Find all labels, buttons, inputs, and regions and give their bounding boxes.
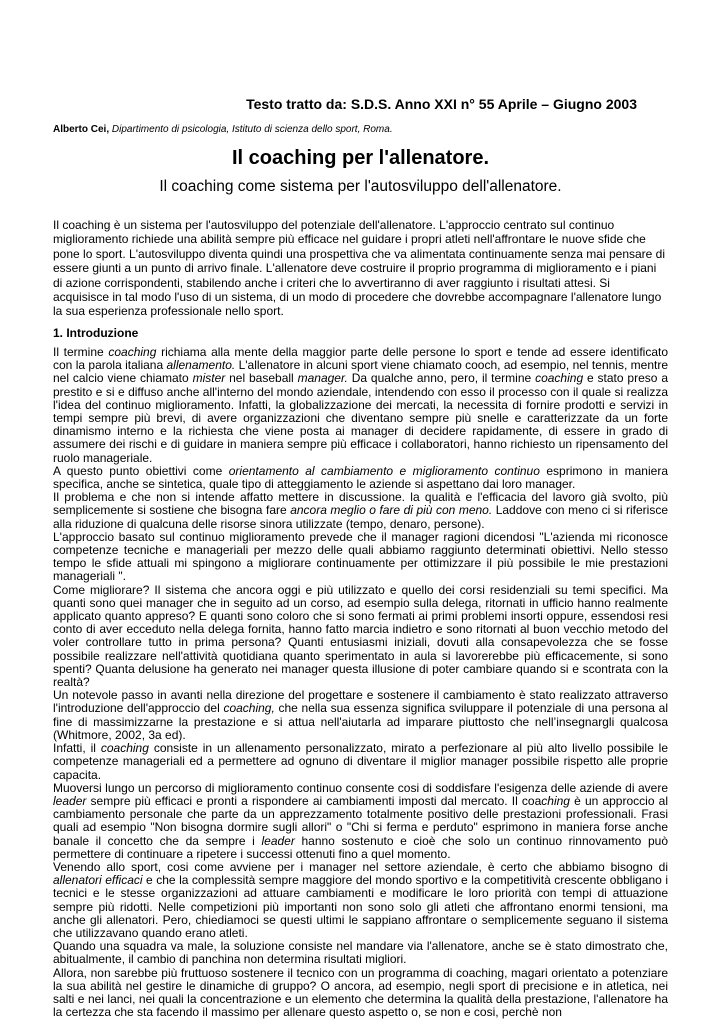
paragraph-2: A questo punto obiettivi come orientamento al cambiamento e miglioramento continuo esprimono in maniera specifica, anche se sintetica, quale tipo di atteggiamento le aziende si aspettano dai loro manager. [53,463,668,492]
paragraph-4: L'approccio basato sul continuo miglioramento prevede che il manager ragioni dicendosi "L'azienda mi riconosce competenze tecniche e manageriali per mezzo delle quali abbiamo raggiunto determinati obiettivi. Nello stesso tempo le sfide attuali mi spingono a migliorare continuamente per ottimizzare il più possibile le mie prestazioni manageriali ". [53,529,668,584]
author-name: Alberto Cei, [53,124,110,135]
abstract: Il coaching è un sistema per l'autosviluppo del potenziale dell'allenatore. L'approccio centrato sul continuo miglioramento richiede una abilità sempre più efficace nel guidare i propri atleti nell'affrontare le nuove sfide che pone lo sport. L'autosviluppo diventa quindi una prospettiva che va alimentata continuamente senza mai pensare di essere giunti a un punto di arrivo finale. L'allenatore deve costruire il proprio programma di miglioramento e i piani di azione corrispondenti, stabilendo anche i criteri che lo avvertiranno di aver raggiunto i risultati attesi. Si acquisisce in tal modo l'uso di un sistema, di un modo di procedere che dovrebbe accompagnare l'allenatore lungo la sua esperienza professionale nello sport. [53,218,666,319]
paragraph-8: Muoversi lungo un percorso di miglioramento continuo consente cosi di soddisfare l'esigenza delle aziende di avere leader sempre più efficaci e pronti a rispondere ai cambiamenti imposti dal mercato. Il coaching è un approccio al cambiamento personale che parte da un apprezzamento totalmente positivo delle prestazioni professionali. Frasi quali ad esempio "Non bisogna dormire sugli allori" o "Chi si ferma e perduto" esprimono in maniera forse anche banale il concetto che da sempre i leader hanno sostenuto e cioè che solo un continuo rinnovamento può permettere di continuare a ripetere i successi ottenuti fino a quel momento. [53,780,668,861]
page-title: Il coaching per l'allenatore. [231,147,490,169]
paragraph-1: Il termine coaching richiama alla mente della maggior parte delle persone lo sport e tende ad essere identificato con la parola italiana allenamento. L'allenatore in alcuni sport viene chiamato cooch, ad esempio, nel tennis, mentre nel calcio viene chiamato mister nel baseball manager. Da qualche anno, pero, il termine coaching e stato preso a prestito e si e diffuso anche all'interno del mondo aziendale, intendendo con esso il processo con il quale si realizza l'idea del continuo miglioramento. Infatti, la globalizzazione dei mercati, la necessita di fornire prodotti e servizi in tempi sempre più brevi, di avere organizzazioni che diventano sempre più snelle e caratterizzate da un forte dinamismo interno e la richiesta che viene posta ai manager di decidere rapidamente, di essere in grado di assumere dei rischi e di guidare in maniera sempre più efficace i collaboratori, hanno richiesto un ripensamento del ruolo manageriale. [53,345,669,465]
paragraph-3: Il problema e che non si intende affatto mettere in discussione. la qualità e l'efficacia del lavoro già svolto, più semplicemente si sostiene che bisogna fare ancora meglio o fare di più con meno. Laddove con meno ci si riferisce alla riduzione di qualcuna delle risorse sinora utilizzate (tempo, denaro, persone). [53,490,668,531]
paragraph-9: Venendo allo sport, cosi come avviene per i manager nel settore aziendale, è certo che abbiamo bisogno di allenatori efficaci e che la complessità sempre maggiore del mondo sportivo e la competitività crescente obbligano i tecnici e le stesse organizzazioni ad attuare cambiamenti e modificare le loro priorità con tempi di attuazione sempre più ridotti. Nelle competizioni più importanti non sono solo gli atleti che affrontano enormi tensioni, ma anche gli allenatori. Pero, chiediamoci se questi ultimi le sappiano affrontare o semplicemente seguano il sistema che utilizzavano quando erano atleti. [53,859,668,940]
paragraph-11: Allora, non sarebbe più fruttuoso sostenere il tecnico con un programma di coaching, magari orientato a potenziare la sua abilità nel gestire le dinamiche di gruppo? O ancora, ad esempio, negli sport di precisione e in atletica, nei salti e nei lanci, nei quali la concentrazione e un elemento che determina la qualità della prestazione, l'allenatore ha la certezza che sta facendo il massimo per allenare questo aspetto o, se non e cosi, perchè non [53,965,668,1020]
paragraph-10: Quando una squadra va male, la soluzione consiste nel mandare via l'allenatore, anche se è stato dimostrato che, abitualmente, il cambio di panchina non determina risultati migliori. [53,939,668,967]
paragraph-6: Un notevole passo in avanti nella direzione del progettare e sostenere il cambiamento è stato realizzato attraverso l'introduzione dell'approccio del coaching, che nella sua essenza significa sviluppare il potenziale di una persona al fine di massimizzarne la prestazione e si attua nell'aiutarla ad imparare piuttosto che nell’insegnargli qualcosa (Whitmore, 2002, 3a ed). [53,688,668,742]
section-heading: 1. Introduzione [53,326,139,340]
author-line [53,124,393,135]
paragraph-7: Infatti, il coaching consiste in un allenamento personalizzato, mirato a perfezionare al più alto livello possibile le competenze manageriali ed a permettere ad ognuno di diventare il miglior manager possibile rispetto alle proprie capacita. [53,741,668,782]
paragraph-5: Come migliorare? Il sistema che ancora oggi e più utilizzato e quello dei corsi residenziali su temi specifici. Ma quanti sono quei manager che in seguito ad un corso, ad esempio sulla delega, ritornati in ufficio hanno realmente applicato quanto appreso? E quanti sono coloro che si sono fermati ai primi problemi insorti oppure, essendosi resi conto di aver ecceduto nella delega fornita, hanno fatto marcia indietro e sono ritornati al buon vecchio metodo del voler controllare tutto in prima persona? Quanti entusiasmi iniziali, dovuti alla consapevolezza che se fosse possibile realizzare nell'attività quotidiana quanto sperimentato in aula si lavorerebbe più efficacemente, si sono spenti? Quanta delusione ha generato nei manager questa illusione di poter cambiare quando si e scontrata con la realtà? [53,582,668,690]
section-body [53,346,668,1019]
author-affiliation: Dipartimento di psicologia, Istituto di scienza dello sport, Roma. [111,124,393,135]
page-subtitle: Il coaching come sistema per l'autosviluppo dell'allenatore. [159,178,562,195]
source-citation: Testo tratto da: S.D.S. Anno XXI n° 55 Aprile – Giugno 2003 [246,96,637,112]
